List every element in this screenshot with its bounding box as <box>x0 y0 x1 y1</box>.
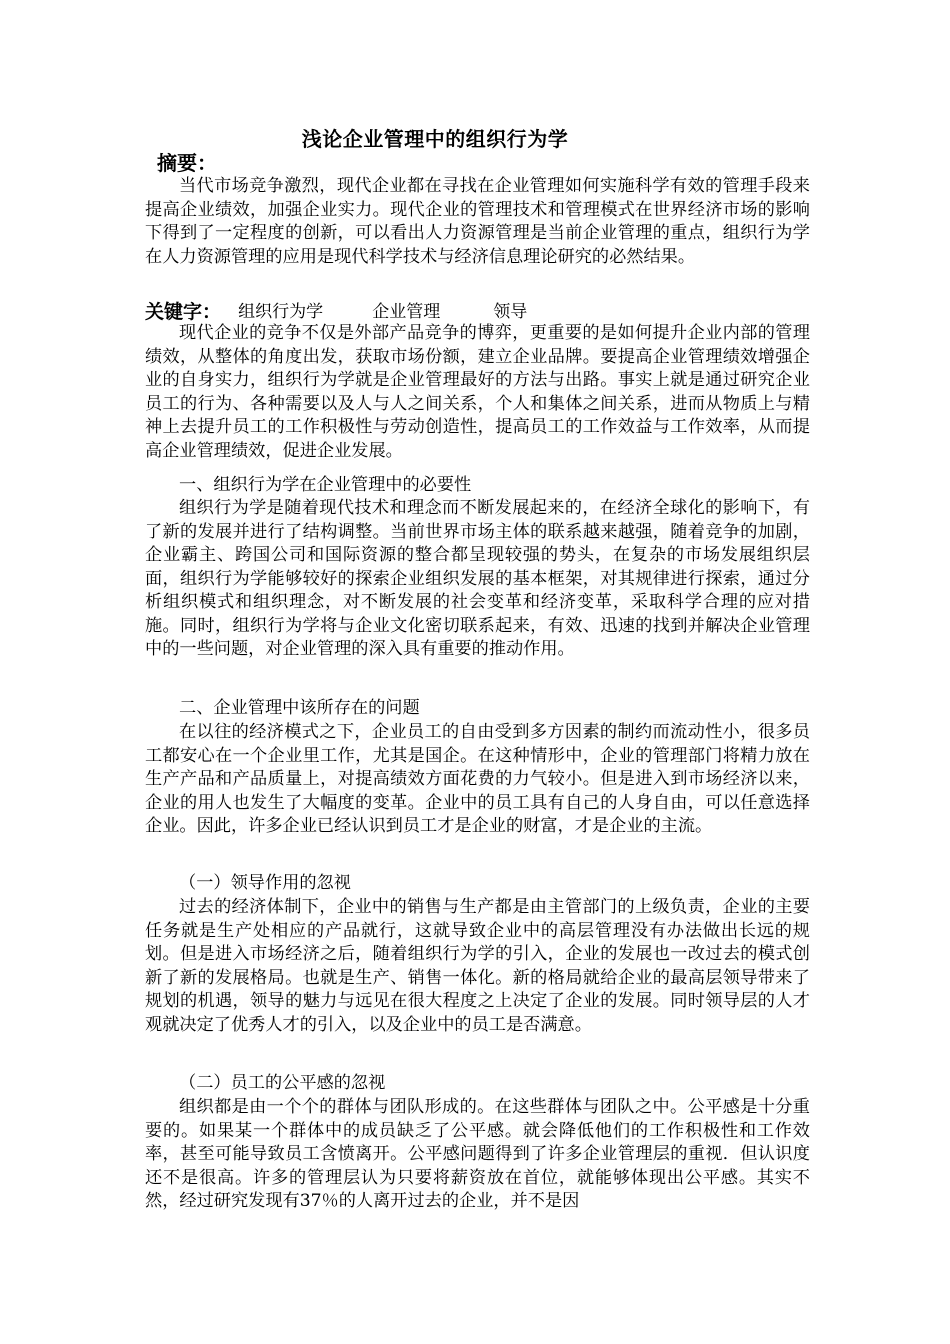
subsection-paragraph: 过去的经济体制下，企业中的销售与生产都是由主管部门的上级负责，企业的主要任务就是生产处相应的产品就行，这就导致企业中的高层管理没有办法做出长远的规划。但是进入市场经济之后，随着组织行为学的引入，企业的发展也一改过去的模式创新了新的发展格局。也就是生产、销售一体化。新的格局就给企业的最高层领导带来了规划的机遇，领导的魅力与远见在很大程度之上决定了企业的发展。同时领导层的人才观就决定了优秀人才的引入，以及企业中的员工是否满意。 <box>145 897 810 1035</box>
keyword-item: 领导 <box>493 302 528 322</box>
subsection-paragraph: 组织都是由一个个的群体与团队形成的。在这些群体与团队之中。公平感是十分重要的。如果某一个群体中的成员缺乏了公平感。就会降低他们的工作积极性和工作效率，甚至可能导致员工含愤离开。公平感问题得到了许多企业管理层的重视．但认识度还不是很高。许多的管理层认为只要将薪资放在首位，就能够体现出公平感。其实不然，经过研究发现有37％的人离开过去的企业，并不是因 <box>145 1097 810 1211</box>
subsection-heading: （一）领导作用的忽视 <box>179 873 351 893</box>
abstract-label: 摘要： <box>157 151 217 175</box>
keyword-item: 组织行为学 <box>238 302 324 322</box>
abstract-text: 当代市场竞争激烈，现代企业都在寻找在企业管理如何实施科学有效的管理手段来提高企业绩效，加强企业实力。现代企业的管理技术和管理模式在世界经济市场的影响下得到了一定程度的创新，可以看出人力资源管理是当前企业管理的重点，组织行为学在人力资源管理的应用是现代科学技术与经济信息理论研究的必然结果。 <box>145 176 810 267</box>
subsection-heading: （二）员工的公平感的忽视 <box>179 1073 386 1093</box>
section-paragraph: 在以往的经济模式之下，企业员工的自由受到多方因素的制约而流动性小，很多员工都安心在一个企业里工作，尤其是国企。在这种情形中，企业的管理部门将精力放在生产产品和产品质量上，对提高绩效方面花费的力气较小。但是进入到市场经济以来，企业的用人也发生了大幅度的变革。企业中的员工具有自己的人身自由，可以任意选择企业。因此，许多企业已经认识到员工才是企业的财富，才是企业的主流。 <box>145 722 810 836</box>
section-heading: 二、企业管理中该所存在的问题 <box>179 698 420 718</box>
section-paragraph: 组织行为学是随着现代技术和理念而不断发展起来的，在经济全球化的影响下，有了新的发展并进行了结构调整。当前世界市场主体的联系越来越强，随着竞争的加剧，企业霸主、跨国公司和国际资源的整合都呈现较强的势头，在复杂的市场发展组织层面，组织行为学能够较好的探索企业组织发展的基本框架，对其规律进行探索，通过分析组织模式和组织理念，对不断发展的社会变革和经济变革，采取科学合理的应对措施。同时，组织行为学将与企业文化密切联系起来，有效、迅速的找到并解决企业管理中的一些问题，对企业管理的深入具有重要的推动作用。 <box>145 498 810 659</box>
intro-paragraph: 现代企业的竞争不仅是外部产品竞争的博弈，更重要的是如何提升企业内部的管理绩效，从整体的角度出发，获取市场份额，建立企业品牌。要提高企业管理绩效增强企业的自身实力，组织行为学就是企业管理最好的方法与出路。事实上就是通过研究企业员工的行为、各种需要以及人与人之间关系，个人和集体之间关系，进而从物质上与精神上去提升员工的工作积极性与劳动创造性，提高员工的工作效益与工作效率，从而提高企业管理绩效，促进企业发展。 <box>145 323 810 461</box>
keywords-label: 关键字： <box>145 301 222 323</box>
section-heading: 一、组织行为学在企业管理中的必要性 <box>179 475 472 495</box>
keyword-item: 企业管理 <box>372 302 441 322</box>
document-title: 浅论企业管理中的组织行为学 <box>301 127 569 151</box>
